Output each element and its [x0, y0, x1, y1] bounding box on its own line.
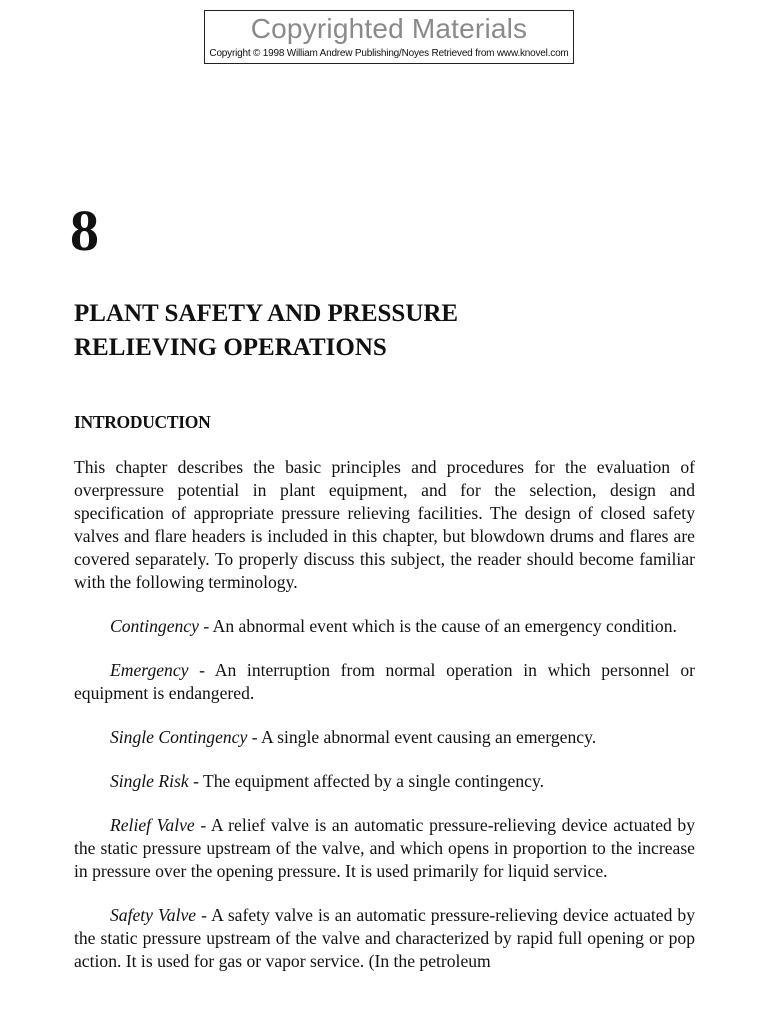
definition-paragraph	[74, 770, 695, 793]
definition-term: Contingency	[110, 616, 199, 636]
copyright-line: Copyright © 1998 William Andrew Publishing/Noyes Retrieved from www.knovel.com	[209, 48, 569, 59]
definition-paragraph	[74, 814, 695, 883]
copyright-title: Copyrighted Materials	[250, 13, 528, 44]
definition-paragraph	[74, 904, 695, 973]
definition-text: - A relief valve is an automatic pressure-relieving device actuated by the static pressure upstream of the valve, and which opens in proportion to the increase in pressure over the opening pressure. It is used primarily for liquid service.	[74, 815, 695, 881]
definition-text: - An abnormal event which is the cause of an emergency condition.	[198, 616, 677, 636]
definition-term: Safety Valve	[110, 905, 197, 925]
copyright-notice-box	[204, 10, 574, 64]
chapter-number: 8	[70, 198, 99, 263]
definition-text: - A safety valve is an automatic pressure-relieving device actuated by the static pressure upstream of the valve and characterized by rapid full opening or pop action. It is used for gas or vapor service. (In the petroleum	[74, 905, 695, 971]
chapter-title-line-1: PLANT SAFETY AND PRESSURE	[74, 300, 459, 327]
chapter-title-line-2: RELIEVING OPERATIONS	[74, 334, 387, 361]
definition-term: Single Contingency	[110, 727, 248, 747]
definition-term: Emergency	[110, 660, 189, 680]
definition-paragraph	[74, 726, 695, 749]
intro-paragraph: This chapter describes the basic principles and procedures for the evaluation of overpressure potential in plant equipment, and for the selection, design and specification of appropriate pressure relieving facilities. The design of closed safety valves and flare headers is included in this chapter, but blowdown drums and flares are covered separately. To properly discuss this subject, the reader should become familiar with the following terminology.	[74, 457, 695, 592]
definition-term: Single Risk	[110, 771, 189, 791]
definition-paragraph	[74, 659, 695, 705]
body-text	[74, 456, 695, 973]
definition-term: Relief Valve	[110, 815, 195, 835]
section-heading: INTRODUCTION	[74, 412, 211, 432]
definition-text: - A single abnormal event causing an emergency.	[247, 727, 597, 747]
definition-paragraph	[74, 615, 695, 638]
chapter-title	[74, 297, 694, 365]
definition-text: - The equipment affected by a single contingency.	[188, 771, 545, 791]
definition-text: - An interruption from normal operation in which personnel or equipment is endangered.	[74, 660, 695, 703]
